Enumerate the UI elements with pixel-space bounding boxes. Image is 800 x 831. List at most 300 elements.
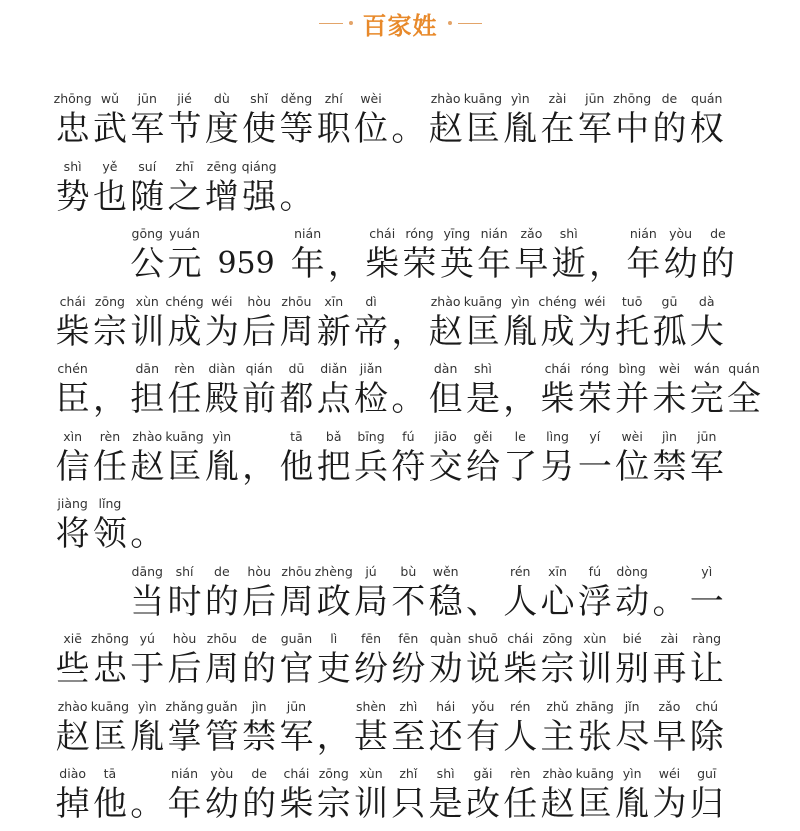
pinyin-annotation: kuāng bbox=[463, 91, 503, 106]
hanzi-character: 周 bbox=[204, 649, 239, 689]
pinyin-annotation: chéng bbox=[538, 293, 577, 309]
char-cell bbox=[129, 92, 166, 156]
char-cell bbox=[129, 497, 166, 561]
char-cell bbox=[278, 295, 315, 359]
pinyin-annotation: xùn bbox=[359, 766, 383, 781]
hanzi-character: 稳 bbox=[428, 581, 463, 622]
hanzi-character: 军 bbox=[279, 716, 314, 757]
char-cell bbox=[576, 92, 613, 156]
hanzi-character: 纷 bbox=[391, 649, 426, 689]
hanzi-character: 训 bbox=[354, 784, 389, 824]
pinyin-annotation: wéi bbox=[658, 766, 681, 781]
text-line bbox=[0, 632, 800, 696]
pinyin-annotation: jūn bbox=[585, 91, 605, 106]
hanzi-character: 给 bbox=[465, 446, 500, 487]
char-cell bbox=[651, 767, 688, 831]
char-cell bbox=[203, 227, 289, 291]
text-line bbox=[0, 565, 800, 629]
char-cell bbox=[614, 565, 651, 629]
char-cell bbox=[390, 430, 427, 494]
char-cell bbox=[315, 767, 352, 831]
char-cell bbox=[203, 430, 240, 494]
pinyin-annotation: fēn bbox=[398, 631, 419, 646]
pinyin-annotation: wǔ bbox=[100, 91, 120, 106]
hanzi-character: 的 bbox=[242, 784, 277, 824]
text-line bbox=[0, 497, 800, 561]
char-cell bbox=[539, 565, 576, 629]
pinyin-annotation: jú bbox=[365, 563, 377, 579]
hanzi-character: 赵 bbox=[540, 784, 575, 824]
pinyin-annotation: zhī bbox=[175, 158, 194, 174]
char-cell bbox=[54, 497, 91, 561]
pinyin-annotation: bìng bbox=[618, 361, 646, 376]
char-cell bbox=[326, 227, 363, 291]
hanzi-character: 幼 bbox=[204, 784, 239, 824]
char-cell bbox=[241, 92, 278, 156]
pinyin-annotation: zhào bbox=[430, 293, 461, 309]
char-cell bbox=[688, 295, 725, 359]
hanzi-character: 殿 bbox=[204, 379, 239, 419]
char-cell bbox=[576, 767, 613, 831]
char-cell bbox=[427, 767, 464, 831]
hanzi-character: 年 bbox=[167, 784, 202, 824]
hanzi-character: 训 bbox=[130, 311, 165, 352]
pinyin-annotation: rèn bbox=[174, 361, 195, 376]
char-cell bbox=[166, 565, 203, 629]
pinyin-annotation: le bbox=[514, 428, 526, 444]
char-cell bbox=[651, 700, 688, 764]
hanzi-character: 改 bbox=[465, 784, 500, 824]
char-cell bbox=[651, 430, 688, 494]
pinyin-annotation: chái bbox=[507, 631, 534, 646]
hanzi-character: 动 bbox=[615, 581, 650, 622]
pinyin-annotation: nián bbox=[171, 766, 199, 781]
hanzi-character: 大 bbox=[689, 311, 724, 352]
hanzi-character: 等 bbox=[279, 109, 314, 149]
pinyin-annotation: jìn bbox=[662, 428, 677, 444]
hanzi-character: 周 bbox=[279, 311, 314, 352]
char-cell bbox=[54, 767, 91, 831]
char-cell bbox=[587, 227, 624, 291]
hanzi-character: 劝 bbox=[428, 649, 463, 689]
char-cell bbox=[539, 362, 576, 426]
char-cell bbox=[352, 700, 389, 764]
pinyin-annotation: xìn bbox=[63, 428, 83, 444]
pinyin-annotation: yìn bbox=[622, 766, 642, 781]
hanzi-character: ， bbox=[391, 311, 426, 352]
text-line bbox=[0, 767, 800, 831]
char-cell bbox=[278, 160, 315, 224]
hanzi-character: 的 bbox=[242, 649, 277, 689]
hanzi-character: 。 bbox=[130, 514, 165, 554]
char-cell bbox=[241, 565, 278, 629]
pinyin-annotation: zōng bbox=[542, 631, 573, 646]
hanzi-character: 甚 bbox=[354, 716, 389, 757]
char-cell bbox=[241, 430, 278, 494]
char-cell bbox=[352, 565, 389, 629]
char-cell bbox=[241, 632, 278, 696]
pinyin-annotation: bù bbox=[400, 563, 417, 579]
pinyin-annotation: zǎo bbox=[520, 226, 543, 241]
char-cell bbox=[241, 295, 278, 359]
pinyin-annotation: yì bbox=[701, 563, 713, 579]
pinyin-annotation: zhì bbox=[399, 698, 418, 714]
char-cell bbox=[576, 700, 613, 764]
char-cell bbox=[203, 700, 240, 764]
pinyin-annotation: yìn bbox=[212, 428, 232, 444]
hanzi-character: 忠 bbox=[55, 109, 90, 149]
char-cell bbox=[427, 295, 464, 359]
hanzi-character: 年 bbox=[477, 244, 512, 284]
char-cell bbox=[241, 160, 278, 224]
char-cell bbox=[651, 295, 688, 359]
hanzi-character: 柴 bbox=[279, 784, 314, 824]
hanzi-character: 胤 bbox=[204, 446, 239, 487]
hanzi-character: 让 bbox=[689, 649, 724, 689]
hanzi-character: 张 bbox=[577, 716, 612, 757]
char-cell bbox=[91, 92, 128, 156]
pinyin-annotation: chái bbox=[544, 361, 571, 376]
char-cell bbox=[54, 700, 91, 764]
hanzi-character: 柴 bbox=[540, 379, 575, 419]
pinyin-annotation: dū bbox=[288, 361, 305, 376]
pinyin-annotation: hòu bbox=[247, 293, 271, 309]
pinyin-annotation: kuāng bbox=[575, 766, 614, 781]
pinyin-annotation: zhào bbox=[542, 766, 573, 781]
char-cell bbox=[54, 362, 91, 426]
pinyin-annotation: yòu bbox=[669, 226, 693, 241]
char-cell bbox=[688, 565, 725, 629]
pinyin-annotation: dàn bbox=[433, 361, 458, 376]
hanzi-character: 兵 bbox=[354, 446, 389, 487]
hanzi-character: 是 bbox=[428, 784, 463, 824]
hanzi-character: 周 bbox=[279, 581, 314, 622]
pinyin-annotation: zài bbox=[548, 91, 567, 106]
pinyin-annotation: zhǔ bbox=[546, 698, 569, 714]
hanzi-character: 归 bbox=[689, 784, 724, 824]
char-cell bbox=[539, 430, 576, 494]
char-cell bbox=[203, 767, 240, 831]
pinyin-annotation: yīng bbox=[443, 226, 471, 241]
text-line bbox=[0, 160, 800, 224]
pinyin-annotation: shí bbox=[175, 563, 194, 579]
char-cell bbox=[614, 632, 651, 696]
char-cell bbox=[364, 227, 401, 291]
hanzi-character: 的 bbox=[700, 244, 735, 284]
pinyin-annotation: shǐ bbox=[250, 91, 269, 106]
hanzi-character: 了 bbox=[503, 446, 538, 487]
char-cell bbox=[614, 362, 651, 426]
char-cell bbox=[688, 430, 725, 494]
pinyin-annotation: jiāo bbox=[434, 428, 457, 444]
char-cell bbox=[576, 565, 613, 629]
char-cell bbox=[539, 632, 576, 696]
pinyin-annotation: zhāng bbox=[575, 698, 614, 714]
pinyin-annotation: jiǎn bbox=[359, 361, 383, 376]
char-cell bbox=[614, 295, 651, 359]
hanzi-character: ， bbox=[327, 244, 362, 284]
pinyin-annotation: dān bbox=[135, 361, 159, 376]
char-cell bbox=[203, 362, 240, 426]
pinyin-annotation: jūn bbox=[286, 698, 307, 714]
pinyin-annotation: zhōu bbox=[281, 293, 312, 309]
hanzi-character: 柴 bbox=[55, 311, 90, 352]
pinyin-annotation: zhèng bbox=[314, 563, 353, 579]
hanzi-character: 匡 bbox=[92, 716, 127, 757]
hanzi-character: 在 bbox=[540, 109, 575, 149]
hanzi-character: 管 bbox=[204, 716, 239, 757]
pinyin-annotation: lì bbox=[330, 631, 338, 646]
pinyin-annotation: chéng bbox=[165, 293, 204, 309]
pinyin-annotation: chái bbox=[283, 766, 310, 781]
hanzi-character: 年 bbox=[290, 244, 325, 284]
hanzi-character: 胤 bbox=[503, 311, 538, 352]
pinyin-annotation: zōng bbox=[94, 293, 125, 309]
hanzi-character: 当 bbox=[130, 581, 165, 622]
hanzi-character: 把 bbox=[316, 446, 351, 487]
hanzi-character: 臣 bbox=[55, 379, 90, 419]
hanzi-character: 早 bbox=[514, 244, 549, 284]
char-cell bbox=[576, 430, 613, 494]
hanzi-character: 。 bbox=[391, 379, 426, 419]
hanzi-character: 一 bbox=[577, 446, 612, 487]
pinyin-annotation: yìn bbox=[137, 698, 157, 714]
char-cell bbox=[427, 632, 464, 696]
char-cell bbox=[725, 362, 762, 426]
hanzi-character: 一 bbox=[689, 581, 724, 622]
char-cell bbox=[401, 227, 438, 291]
hanzi-character: 度 bbox=[204, 109, 239, 149]
char-cell bbox=[166, 295, 203, 359]
char-cell bbox=[390, 92, 427, 156]
hanzi-character: 他 bbox=[92, 784, 127, 824]
hanzi-character: 。 bbox=[130, 784, 165, 824]
char-cell bbox=[91, 362, 128, 426]
char-cell bbox=[352, 430, 389, 494]
hanzi-character: 浮 bbox=[577, 581, 612, 622]
char-cell bbox=[464, 700, 501, 764]
pinyin-annotation: fú bbox=[402, 428, 415, 444]
char-cell bbox=[502, 632, 539, 696]
char-cell bbox=[278, 92, 315, 156]
char-cell bbox=[352, 632, 389, 696]
char-cell bbox=[278, 700, 315, 764]
hanzi-character: 信 bbox=[55, 446, 90, 487]
hanzi-character: 帝 bbox=[354, 311, 389, 352]
pinyin-annotation: jiàng bbox=[57, 496, 88, 511]
char-cell bbox=[315, 700, 352, 764]
char-cell bbox=[241, 700, 278, 764]
pinyin-annotation: kuāng bbox=[90, 698, 130, 714]
hanzi-character: 符 bbox=[391, 446, 426, 487]
hanzi-character: 增 bbox=[204, 176, 239, 217]
hanzi-character: 至 bbox=[391, 716, 426, 757]
hanzi-character: 柴 bbox=[503, 649, 538, 689]
pinyin-annotation: dà bbox=[698, 293, 715, 309]
text-line bbox=[0, 430, 800, 494]
char-cell bbox=[539, 767, 576, 831]
char-cell bbox=[315, 632, 352, 696]
hanzi-character: 胤 bbox=[130, 716, 165, 757]
pinyin-annotation: zhǐ bbox=[399, 766, 418, 781]
hanzi-character: 的 bbox=[204, 581, 239, 622]
char-cell bbox=[651, 92, 688, 156]
hanzi-character: 些 bbox=[55, 649, 90, 689]
pinyin-annotation: guǎn bbox=[206, 698, 238, 714]
pinyin-annotation: dāng bbox=[131, 563, 163, 579]
hanzi-character: 之 bbox=[167, 176, 202, 217]
char-cell bbox=[688, 767, 725, 831]
pinyin-annotation: jìn bbox=[251, 698, 267, 714]
pinyin-annotation: diǎn bbox=[320, 361, 348, 376]
pinyin-annotation: yě bbox=[102, 158, 118, 174]
char-cell bbox=[91, 767, 128, 831]
char-cell bbox=[278, 632, 315, 696]
hanzi-character: 检 bbox=[354, 379, 389, 419]
pinyin-annotation: shuō bbox=[467, 631, 498, 646]
hanzi-character: 将 bbox=[55, 514, 90, 554]
char-cell bbox=[662, 227, 699, 291]
hanzi-character: 局 bbox=[354, 581, 389, 622]
hanzi-character: 不 bbox=[391, 581, 426, 622]
char-cell bbox=[502, 767, 539, 831]
pinyin-annotation: de bbox=[251, 766, 267, 781]
hanzi-character: 柴 bbox=[365, 244, 400, 284]
pinyin-annotation: chái bbox=[369, 226, 396, 241]
pinyin-annotation: zhōng bbox=[613, 91, 652, 106]
char-cell bbox=[427, 362, 464, 426]
hanzi-character: 后 bbox=[242, 311, 277, 352]
hanzi-character: 中 bbox=[615, 109, 650, 149]
char-cell bbox=[91, 430, 128, 494]
hanzi-character: 再 bbox=[652, 649, 687, 689]
pinyin-annotation: xīn bbox=[324, 293, 344, 309]
char-cell bbox=[427, 430, 464, 494]
char-cell bbox=[688, 92, 725, 156]
hanzi-character: 宗 bbox=[316, 784, 351, 824]
char-cell bbox=[54, 430, 91, 494]
pinyin-annotation: wéi bbox=[211, 293, 233, 309]
pinyin-annotation: rèn bbox=[99, 428, 121, 444]
pinyin-annotation: xùn bbox=[135, 293, 159, 309]
hanzi-character: 元 bbox=[167, 244, 202, 284]
pinyin-annotation: hòu bbox=[172, 631, 197, 646]
hanzi-character: 除 bbox=[689, 716, 724, 757]
char-cell bbox=[129, 632, 166, 696]
char-cell bbox=[129, 430, 166, 494]
char-cell bbox=[688, 700, 725, 764]
hanzi-character: 点 bbox=[316, 379, 351, 419]
char-cell bbox=[464, 767, 501, 831]
pinyin-annotation: yìn bbox=[510, 91, 530, 106]
pinyin-annotation: zhōu bbox=[206, 631, 237, 646]
hanzi-character: 。 bbox=[652, 581, 687, 622]
text-line bbox=[0, 362, 800, 426]
char-cell bbox=[166, 700, 203, 764]
char-cell bbox=[129, 295, 166, 359]
pinyin-annotation: nián bbox=[629, 226, 657, 241]
char-cell bbox=[166, 160, 203, 224]
hanzi-character: 英 bbox=[439, 244, 474, 284]
page-title: 百家姓 bbox=[362, 11, 438, 40]
char-cell bbox=[91, 700, 128, 764]
hanzi-character: ， bbox=[589, 244, 624, 284]
pinyin-annotation: zhào bbox=[132, 428, 163, 444]
hanzi-character: 担 bbox=[130, 379, 165, 419]
pinyin-annotation: shì bbox=[559, 226, 578, 241]
pinyin-annotation: tuō bbox=[621, 293, 643, 309]
pinyin-annotation: nián bbox=[480, 226, 508, 241]
char-cell bbox=[539, 295, 576, 359]
pinyin-annotation: fú bbox=[588, 563, 601, 579]
hanzi-character: 宗 bbox=[92, 311, 127, 352]
pinyin-annotation: suí bbox=[138, 158, 157, 174]
hanzi-character: 权 bbox=[689, 109, 724, 149]
hanzi-character: 但 bbox=[428, 379, 463, 419]
pinyin-annotation: zhǎng bbox=[165, 698, 204, 714]
pinyin-annotation: shì bbox=[63, 158, 82, 174]
char-cell bbox=[129, 160, 166, 224]
char-cell bbox=[91, 497, 128, 561]
pinyin-annotation: wèi bbox=[621, 428, 643, 444]
char-cell bbox=[315, 565, 352, 629]
char-cell bbox=[438, 227, 475, 291]
pinyin-annotation: zhí bbox=[324, 91, 343, 106]
char-cell bbox=[390, 700, 427, 764]
pinyin-annotation: diào bbox=[59, 766, 86, 781]
char-cell bbox=[278, 362, 315, 426]
hanzi-character: 。 bbox=[279, 176, 314, 217]
char-cell bbox=[464, 565, 501, 629]
pinyin-annotation: yǒu bbox=[471, 698, 495, 714]
hanzi-character: 官 bbox=[279, 649, 314, 689]
hanzi-character: 年 bbox=[626, 244, 661, 284]
pinyin-annotation: jūn bbox=[137, 91, 157, 106]
hanzi-character: 。 bbox=[391, 109, 426, 149]
char-cell bbox=[315, 92, 352, 156]
hanzi-character: 军 bbox=[130, 109, 165, 149]
pinyin-annotation: wěn bbox=[432, 563, 459, 579]
char-cell bbox=[129, 700, 166, 764]
pinyin-annotation: tā bbox=[290, 428, 303, 444]
char-cell bbox=[576, 362, 613, 426]
char-cell bbox=[390, 767, 427, 831]
hanzi-character: 掉 bbox=[55, 784, 90, 824]
pinyin-annotation: lǐng bbox=[98, 496, 122, 511]
hanzi-character: 武 bbox=[92, 109, 127, 149]
char-cell bbox=[427, 700, 464, 764]
hanzi-character: 宗 bbox=[540, 649, 575, 689]
char-cell bbox=[129, 565, 166, 629]
pinyin-annotation: rén bbox=[509, 698, 531, 714]
hanzi-character: 都 bbox=[279, 379, 314, 419]
hanzi-character: 成 bbox=[540, 311, 575, 352]
char-cell bbox=[427, 92, 464, 156]
hanzi-character: 随 bbox=[130, 176, 165, 217]
hanzi-character: 成 bbox=[167, 311, 202, 352]
hanzi-character: 早 bbox=[652, 716, 687, 757]
hanzi-character: 禁 bbox=[652, 446, 687, 487]
pinyin-annotation: de bbox=[214, 563, 230, 579]
pinyin-annotation: děng bbox=[280, 91, 313, 106]
hanzi-character: 、 bbox=[465, 581, 500, 622]
pinyin-annotation: chú bbox=[695, 698, 719, 714]
hanzi-character: 另 bbox=[540, 446, 575, 487]
hanzi-character: 也 bbox=[92, 176, 127, 217]
pinyin-annotation: zǎo bbox=[658, 698, 681, 714]
hanzi-character: 心 bbox=[540, 581, 575, 622]
pinyin-annotation: yìn bbox=[510, 293, 530, 309]
